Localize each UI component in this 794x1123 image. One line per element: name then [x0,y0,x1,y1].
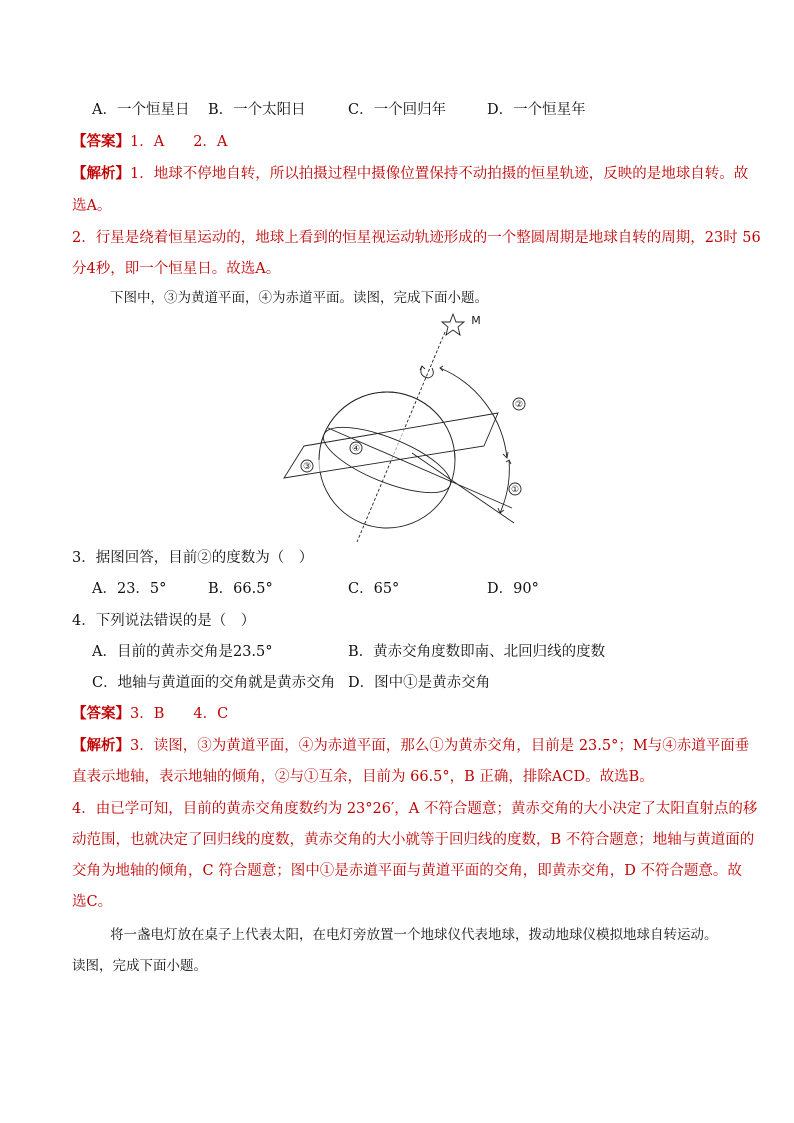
analysis-line: 4．由已学可知，目前的黄赤交角度数约为 23°26′，A 不符合题意；黄赤交角的大小决定了太阳直射点的移 [72,801,758,817]
analysis-line [72,736,749,756]
analysis-line [72,164,748,184]
question-intro: 读图，完成下面小题。 [72,958,207,974]
star-label: M [471,314,481,327]
analysis-line: 动范围，也就决定了回归线的度数，黄赤交角的大小就等于回归线的度数，B 不符合题意；地轴与黄道面的 [72,832,755,848]
q3-option-a: A．23．5° [92,581,167,597]
answer-line-1 [72,132,227,152]
question-3-stem: 3．据图回答，目前②的度数为（ ） [72,550,314,566]
ecliptic-plane [284,413,498,478]
analysis-tag: 【解析】 [72,737,130,754]
option-a: A．一个恒星日 [92,102,190,118]
q4-option-c: C．地轴与黄道面的交角就是黄赤交角 [92,675,336,691]
analysis-line: 交角为地轴的倾角，C 符合题意；图中①是赤道平面与黄道平面的交角，即黄赤交角，D 不符合题意。故 [72,863,742,879]
analysis-text: 3．读图，③为黄道平面，④为赤道平面，那么①为黄赤交角，目前是 23.5°；M与④赤道平面垂 [130,738,750,754]
q3-option-b: B．66.5° [208,581,273,597]
analysis-line: 直表示地轴，表示地轴的倾角，②与①互余，目前为 66.5°，B 正确，排除ACD。故选B。 [72,769,654,785]
q3-option-d: D．90° [487,581,539,597]
answer-text: 1．A 2．A [130,134,228,150]
answer-line-2 [72,704,228,724]
rotation-arrow-icon [421,366,433,378]
q3-option-c: C．65° [348,581,400,597]
analysis-text: 1．地球不停地自转，所以拍摄过程中摄像位置保持不动拍摄的恒星轨迹，反映的是地球自转。故 [130,166,749,182]
question-4-stem: 4．下列说法错误的是（ ） [72,613,256,629]
option-c: C．一个回归年 [348,102,447,118]
answer-tag: 【答案】 [72,705,130,722]
label-3: ③ [302,462,312,472]
label-4: ④ [351,444,361,454]
label-1: ① [510,485,520,495]
analysis-line: 2．行星是绕着恒星运动的，地球上看到的恒星视运动轨迹形成的一个整圆周期是地球自转的周期，23时 56 [72,230,761,246]
option-d: D．一个恒星年 [487,102,586,118]
answer-tag: 【答案】 [72,133,130,150]
analysis-tag: 【解析】 [72,165,130,182]
analysis-line: 选A。 [72,198,112,214]
star-icon [442,314,464,335]
label-2: ② [514,400,524,410]
ecliptic-equator-diagram [262,308,532,544]
question-intro: 将一盏电灯放在桌子上代表太阳，在电灯旁放置一个地球仪代表地球，拨动地球仪模拟地球自转运动。 [110,927,718,943]
q4-option-b: B．黄赤交角度数即南、北回归线的度数 [348,644,606,660]
q4-option-a: A．目前的黄赤交角是23.5° [92,644,273,660]
analysis-line: 分4秒，即一个恒星日。故选A。 [72,261,281,277]
question-intro: 下图中，③为黄道平面，④为赤道平面。读图，完成下面小题。 [110,290,488,306]
answer-text: 3．B 4．C [130,706,229,722]
analysis-line: 选C。 [72,894,113,910]
option-b: B．一个太阳日 [208,102,306,118]
q4-option-d: D．图中①是黄赤交角 [348,675,491,691]
